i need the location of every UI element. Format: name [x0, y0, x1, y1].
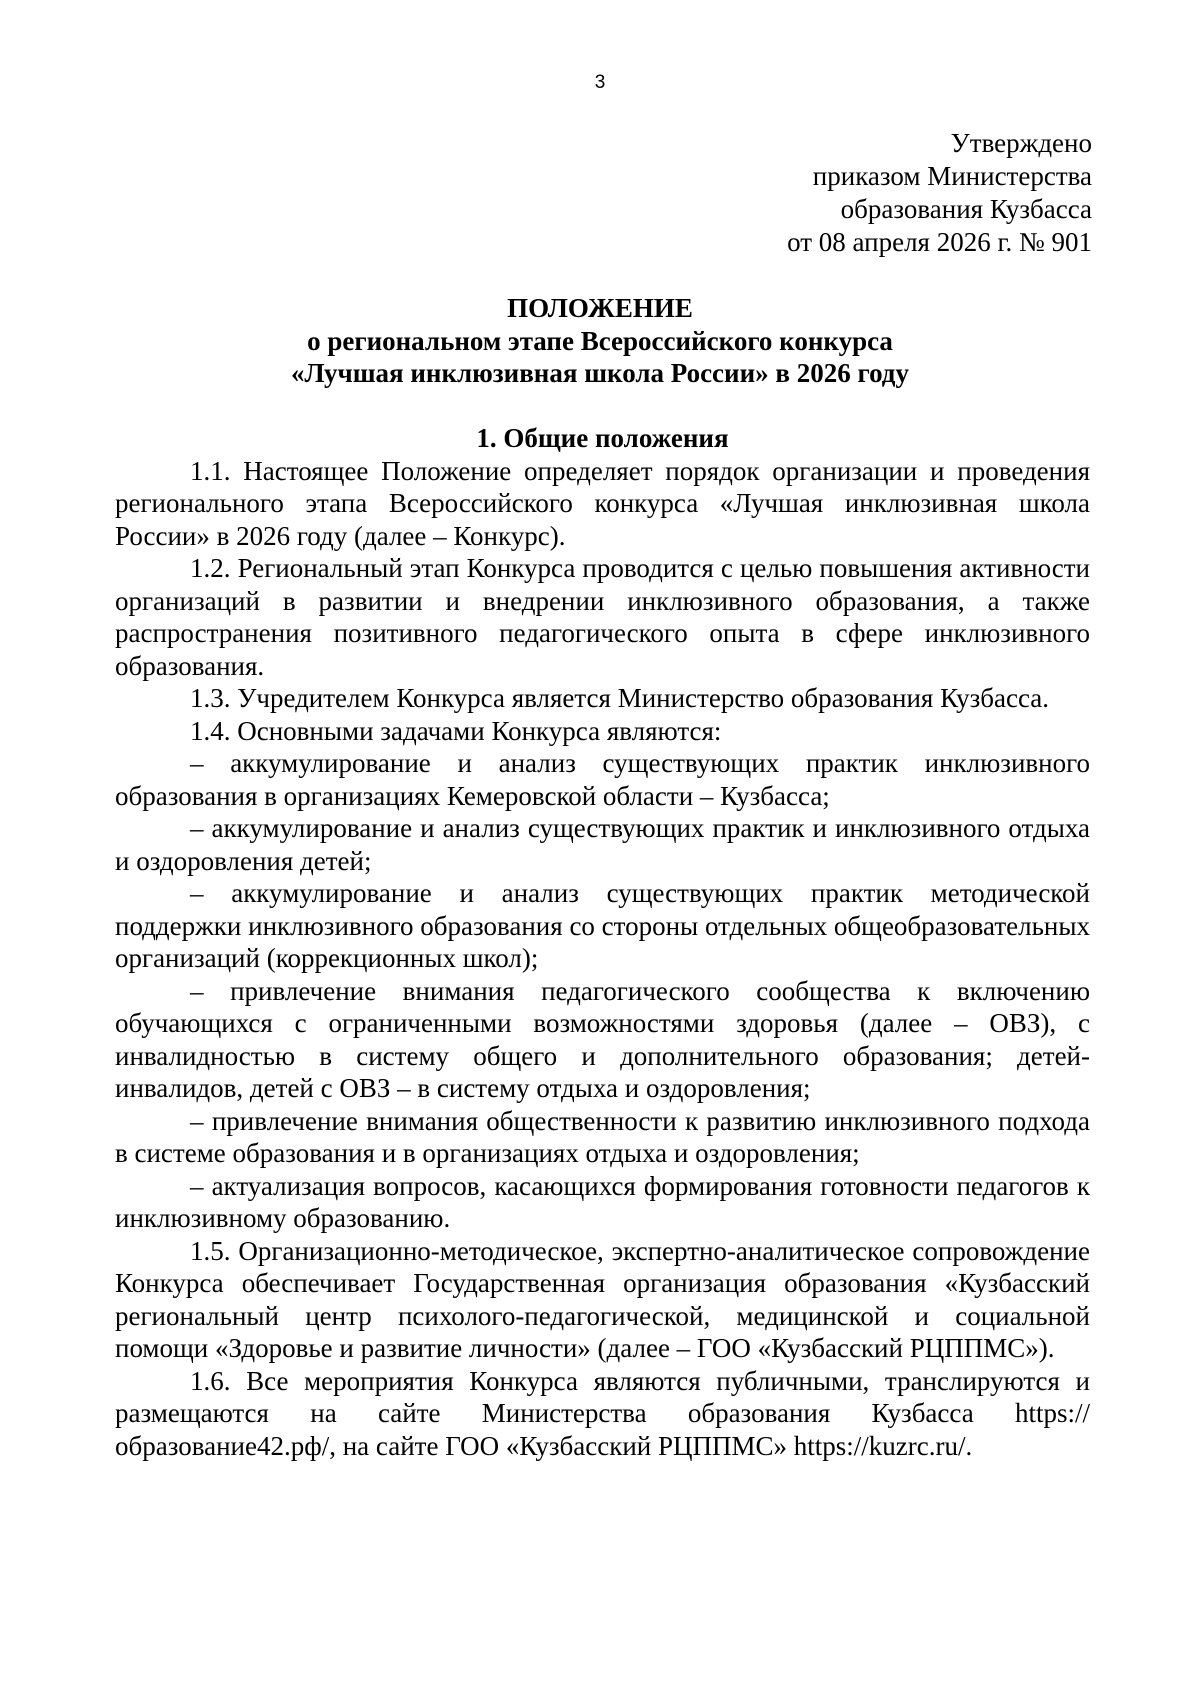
paragraph-1-1: 1.1. Настоящее Положение определяет порядок организации и проведения регионального этапа Всероссийского конкурса «Лучшая инклюзивная школа России» в 2026 году (далее – Конкурс). — [115, 455, 1090, 551]
approval-line: от 08 апреля 2026 г. № 901 — [787, 227, 1092, 257]
task-list-item: – актуализация вопросов, касающихся формирования готовности педагогов к инклюзивному образованию. — [115, 1170, 1090, 1233]
page-number: 3 — [594, 72, 606, 93]
task-list-item: – аккумулирование и анализ существующих практик инклюзивного образования в организациях Кемеровской области – Кузбасса; — [115, 748, 1090, 811]
title-line: «Лучшая инклюзивная школа России» в 2026 году — [291, 358, 909, 388]
document-title — [0, 292, 1200, 390]
approval-line: Утверждено — [950, 128, 1092, 158]
task-list-item: – аккумулирование и анализ существующих практик и инклюзивного отдыха и оздоровления детей; — [115, 813, 1090, 876]
task-list-item: – аккумулирование и анализ существующих практик методической поддержки инклюзивного образования со стороны отдельных общеобразовательных организаций (коррекционных школ); — [115, 878, 1090, 973]
paragraph-1-2: 1.2. Региональный этап Конкурса проводится с целью повышения активности организаций в развитии и внедрении инклюзивного образования, а также распространения позитивного педагогического опыта в сфере инклюзивного образования. — [115, 553, 1090, 681]
paragraph-1-3: 1.3. Учредителем Конкурса является Министерство образования Кузбасса. — [190, 683, 1049, 713]
document-body — [115, 422, 1090, 1462]
section-heading: 1. Общие положения — [476, 423, 729, 453]
approval-line: образования Кузбасса — [840, 194, 1092, 224]
title-line: ПОЛОЖЕНИЕ — [507, 293, 693, 323]
paragraph-1-4: 1.4. Основными задачами Конкурса являются: — [190, 715, 722, 746]
title-line: о региональном этапе Всероссийского конкурса — [307, 325, 893, 356]
paragraph-1-5: 1.5. Организационно-методическое, экспертно-аналитическое сопровождение Конкурса обеспечивает Государственная организация образования «Кузбасский региональный центр психолого-педагогической, медицинской и социальной помощи «Здоровье и развитие личности» (далее – ГОО «Кузбасский РЦППМС»). — [115, 1235, 1090, 1363]
task-list-item: – привлечение внимания педагогического сообщества к включению обучающихся с ограниченными возможностями здоровья (далее – ОВЗ), с инвалидностью в систему общего и дополнительного образования; детей-инвалидов, детей с ОВЗ – в систему отдыха и оздоровления; — [115, 975, 1090, 1103]
task-list-item: – привлечение внимания общественности к развитию инклюзивного подхода в системе образования и в организациях отдыха и оздоровления; — [115, 1105, 1090, 1168]
approval-stamp — [787, 127, 1092, 259]
paragraph-1-6: 1.6. Все мероприятия Конкурса являются публичными, транслируются и размещаются на сайте Министерства образования Кузбасса https://образование42.рф/, на сайте ГОО «Кузбасский РЦППМС» https://kuzrc.ru/. — [115, 1365, 1090, 1461]
approval-line: приказом Министерства — [812, 161, 1092, 191]
